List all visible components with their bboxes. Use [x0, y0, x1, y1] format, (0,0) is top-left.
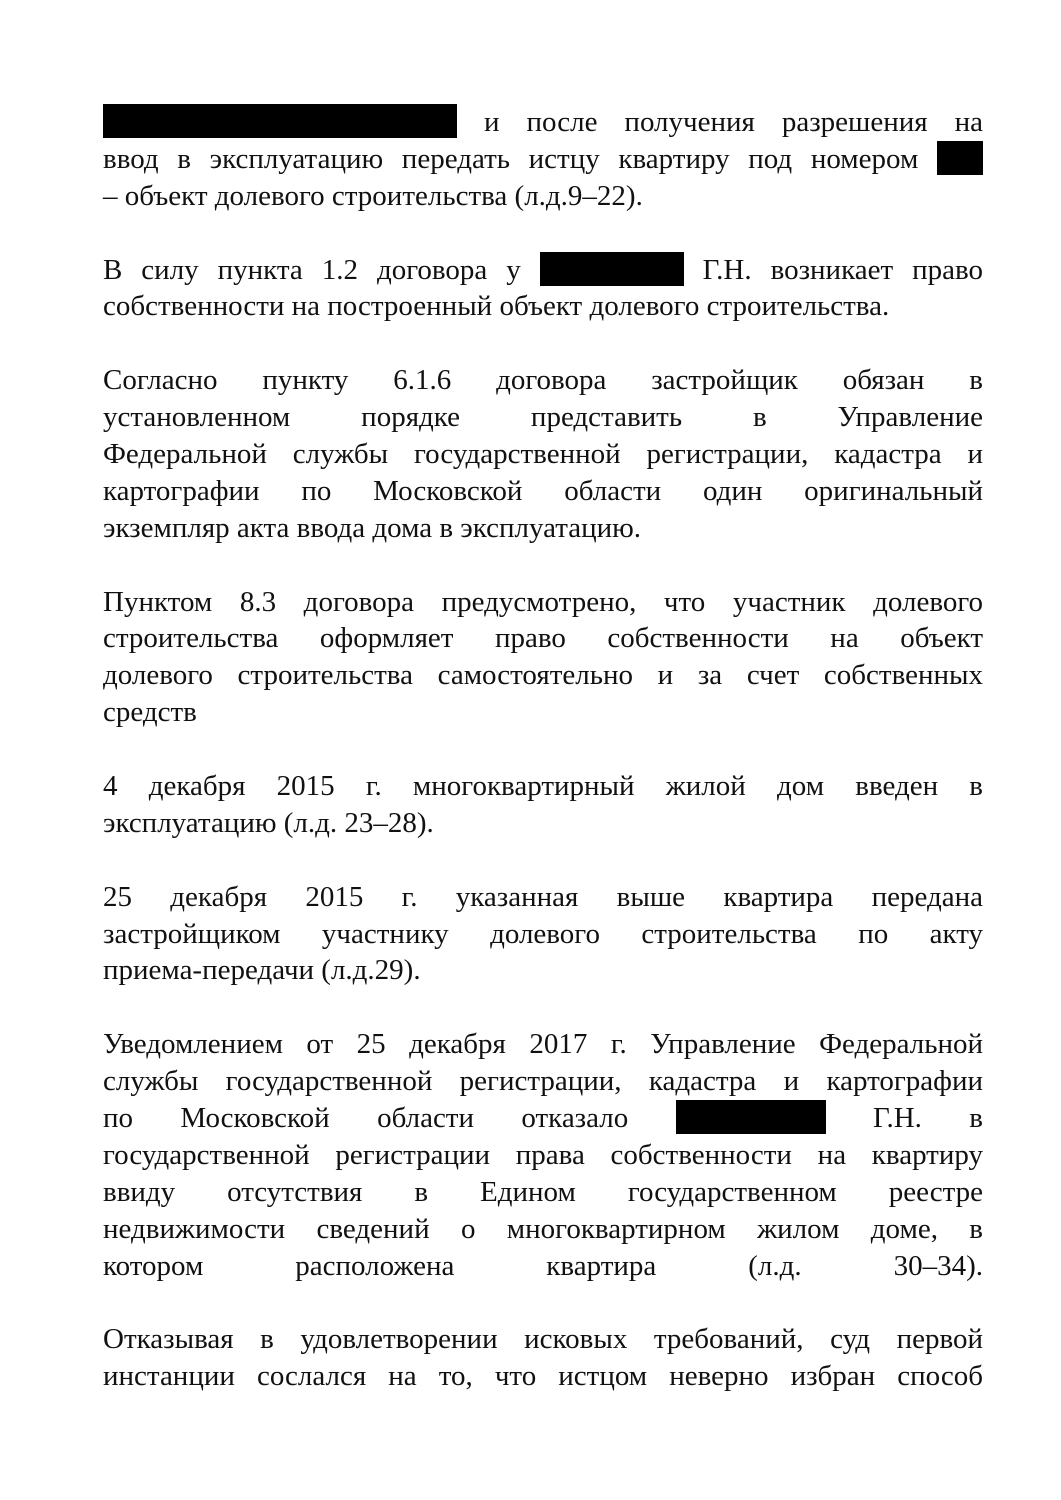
text-line: [103, 252, 983, 289]
text-line: 4 декабря 2015 г. многоквартирный жилой дом введен в: [103, 770, 983, 803]
text-line: ввиду отсутствия в Едином государственном реестре: [103, 1175, 983, 1208]
paragraph-5: [103, 768, 983, 842]
text-line: Отказывая в удовлетворении исковых требований, суд первой: [103, 1323, 983, 1356]
text-segment: Г.Н. в: [825, 1102, 983, 1135]
text-line: 25 декабря 2015 г. указанная выше квартира передана: [103, 880, 983, 913]
redaction-block: [103, 104, 457, 138]
redaction-block: [937, 141, 983, 175]
text-line: собственности на построенный объект долевого строительства.: [103, 290, 890, 323]
paragraph-1: [103, 104, 983, 215]
text-segment: и после получения разрешения на: [457, 106, 983, 138]
text-segment: Г.Н. возникает право: [683, 253, 983, 286]
text-line: картографии по Московской области один оригинальный: [103, 474, 983, 507]
text-line: [103, 104, 983, 141]
text-segment: по Московской области отказало: [103, 1102, 676, 1135]
text-line: котором расположена квартира (л.д. 30–34).: [103, 1249, 983, 1282]
paragraph-7: [103, 1026, 983, 1284]
text-line: инстанции сослался на то, что истцом неверно избран способ: [103, 1360, 983, 1393]
text-line: установленном порядке представить в Управление: [103, 401, 983, 434]
text-line: недвижимости сведений о многоквартирном жилом доме, в: [103, 1212, 983, 1245]
text-line: Федеральной службы государственной регистрации, кадастра и: [103, 438, 983, 471]
text-line: [103, 1100, 983, 1137]
text-segment: ввод в эксплуатацию передать истцу квартиру под номером: [103, 142, 937, 175]
text-line: Пунктом 8.3 договора предусмотрено, что участник долевого: [103, 585, 983, 618]
text-line: службы государственной регистрации, кадастра и картографии: [103, 1065, 983, 1098]
text-line: [103, 141, 983, 178]
redaction-block: [540, 252, 684, 286]
text-line: эксплуатацию (л.д. 23–28).: [103, 806, 434, 839]
document-page: [103, 104, 983, 1432]
paragraph-8: [103, 1321, 983, 1395]
text-line: застройщиком участнику долевого строительства по акту: [103, 917, 983, 950]
text-segment: В силу пункта 1.2 договора у: [103, 253, 540, 286]
text-line: долевого строительства самостоятельно и за счет собственных: [103, 659, 983, 692]
redaction-block: [676, 1100, 826, 1134]
text-line: Согласно пункту 6.1.6 договора застройщик обязан в: [103, 364, 983, 397]
text-line: строительства оформляет право собственности на объект: [103, 622, 983, 655]
text-line: государственной регистрации права собственности на квартиру: [103, 1138, 983, 1171]
text-line: Уведомлением от 25 декабря 2017 г. Управление Федеральной: [103, 1028, 983, 1061]
text-line: – объект долевого строительства (л.д.9–22).: [103, 179, 643, 212]
text-line: экземпляр акта ввода дома в эксплуатацию.: [103, 511, 642, 544]
paragraph-2: [103, 252, 983, 326]
text-line: приема-передачи (л.д.29).: [103, 954, 421, 987]
paragraph-4: [103, 584, 983, 732]
paragraph-6: [103, 879, 983, 990]
text-line: средств: [103, 696, 197, 729]
paragraph-3: [103, 362, 983, 546]
